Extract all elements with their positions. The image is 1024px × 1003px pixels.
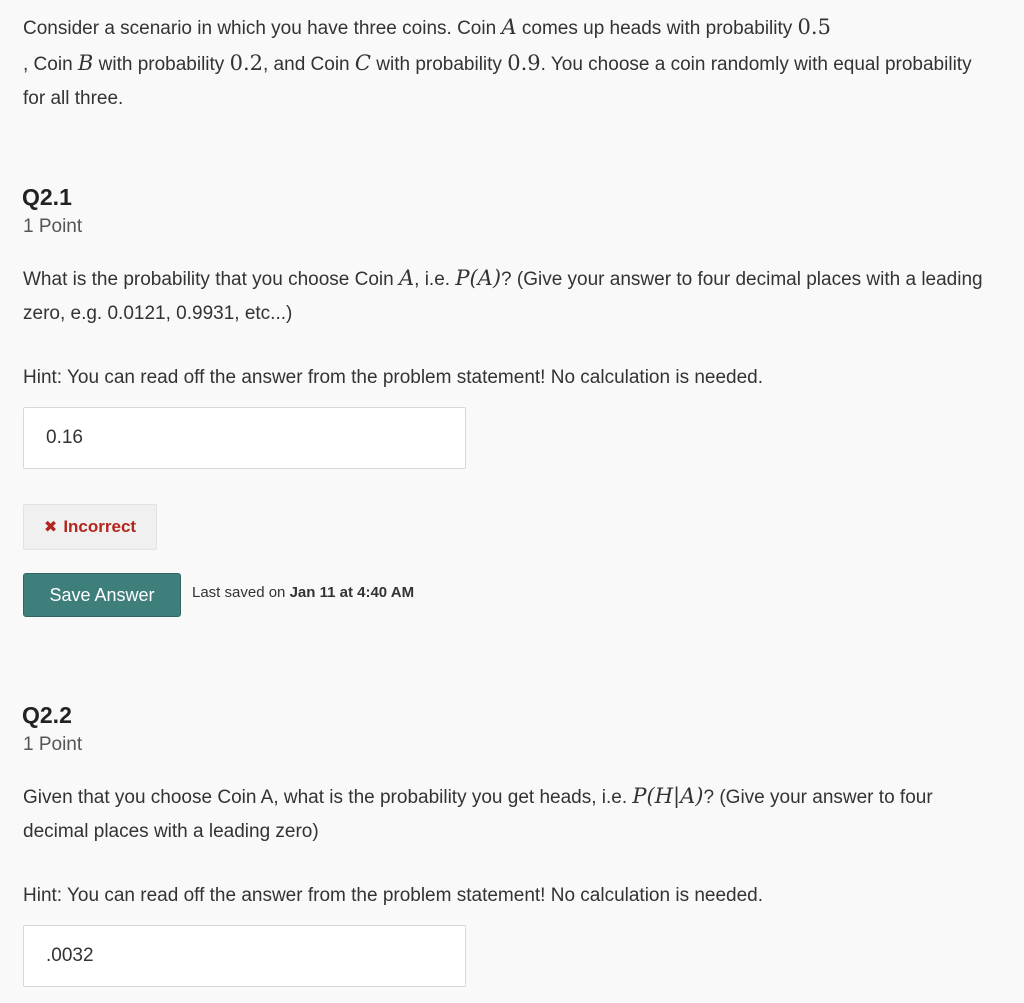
coin-a-probability: 0.5	[797, 15, 831, 39]
answer-field-container	[23, 925, 466, 987]
answer-input[interactable]	[46, 926, 446, 986]
coin-c-probability: 0.9	[507, 51, 541, 75]
question-points: 1 Point	[23, 734, 83, 755]
coin-b-symbol: B	[77, 51, 94, 75]
question-hint: Hint: You can read off the answer from the problem statement! No calculation is needed.	[23, 885, 764, 906]
coin-a-symbol: A	[501, 15, 517, 39]
last-saved-text: Last saved on Jan 11 at 4:40 AM	[192, 584, 415, 601]
incorrect-icon: ✖	[43, 519, 58, 536]
save-answer-button[interactable]: Save Answer	[23, 573, 181, 617]
problem-statement: Consider a scenario in which you have three coins. Coin A comes up heads with probability 0.5 , Coin B with probability 0.2, and Coin C with probability 0.9. You choose a coin randomly with equal probability for all three.	[23, 15, 972, 109]
status-badge	[23, 504, 157, 550]
coin-c-symbol: C	[354, 51, 371, 75]
answer-input[interactable]	[46, 408, 446, 468]
question-title: Q2.1	[22, 184, 72, 210]
question-points: 1 Point	[23, 216, 83, 237]
answer-field-container	[23, 407, 466, 469]
question-hint: Hint: You can read off the answer from the problem statement! No calculation is needed.	[23, 367, 764, 388]
status-label: Incorrect	[63, 517, 137, 536]
coin-b-probability: 0.2	[229, 51, 263, 75]
question-title: Q2.2	[22, 702, 72, 728]
question-prompt: What is the probability that you choose Coin A, i.e. P(A)? (Give your answer to four decimal places with a leading zero, e.g. 0.0121, 0.9931, etc...)	[23, 266, 983, 324]
last-saved-time: Jan 11 at 4:40 AM	[289, 584, 415, 601]
question-prompt: Given that you choose Coin A, what is the probability you get heads, i.e. P(H|A)? (Give your answer to four decimal places with a leading zero)	[23, 784, 933, 842]
